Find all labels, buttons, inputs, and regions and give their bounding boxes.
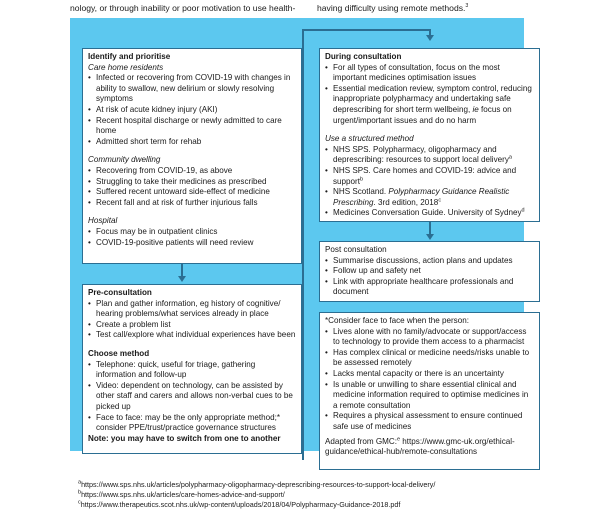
footnote-c: $^c$https://www.therapeutics.scot.nhs.uk/wp-content/uploads/2018/04/Polypharmacy-Guidance-2018.pdf: [78, 499, 401, 509]
preconsult-title: Pre-consultation: [88, 288, 152, 297]
list-item: • Plan and gather information, eg history of cognitive/ hearing problems/what services already in place: [88, 299, 296, 320]
hospital-list: [88, 227, 296, 248]
list-item: • Recent hospital discharge or newly admitted to care home: [88, 116, 296, 137]
list-item: • NHS SPS. Polypharmacy, oligopharmacy and deprescribing: resources to support local delivery$^a$: [325, 145, 534, 166]
body-text-left: nology, or through inability or poor motivation to use health-: [70, 3, 296, 13]
list-item: • NHS Scotland. Polypharmacy Guidance Realistic Prescribing. 3rd edition, 2018$^c$: [325, 187, 534, 208]
footnote-b: $^b$https://www.sps.nhs.uk/articles/care-homes-advice-and-support/: [78, 489, 285, 499]
list-item: • Video: dependent on technology, can be assisted by other staff and carers and allows non-verbal cues to be picked up: [88, 381, 296, 413]
care-home-heading: Care home residents: [88, 62, 164, 72]
face-to-face-list: [325, 327, 534, 433]
adapted-note: Adapted from GMC:$^e$ https://www.gmc-uk.org/ethical-guidance/ethical-hub/remote-consultations: [325, 435, 515, 457]
during-box: [319, 48, 540, 222]
list-item: • Test call/explore what individual experiences have been: [88, 330, 296, 341]
list-item: • Face to face: may be the only appropriate method;* consider PPE/trust/practice governance structures: [88, 413, 296, 434]
list-item: • Link with appropriate healthcare professionals and document: [325, 277, 534, 298]
list-item: • NHS SPS. Care homes and COVID-19: advice and support$^b$: [325, 166, 534, 187]
structured-heading: Use a structured method: [325, 134, 414, 144]
list-item: • Struggling to take their medicines as prescribed: [88, 177, 296, 188]
list-item: • For all types of consultation, focus on the most important medicines optimisation issues: [325, 63, 534, 84]
preconsult-list: [88, 299, 296, 341]
switch-note: Note: you may have to switch from one to another: [88, 433, 281, 443]
list-item: • Admitted short term for rehab: [88, 137, 296, 148]
list-item: • Medicines Conversation Guide. University of Sydney$^d$: [325, 208, 534, 219]
list-item: • Lives alone with no family/advocate or support/access to technology to provide them access to a pharmacist: [325, 327, 534, 348]
footnote-a: $^a$https://www.sps.nhs.uk/articles/polypharmacy-oligopharmacy-deprescribing-resources-to-support-local-delivery/: [78, 479, 436, 489]
list-item: • Is unable or unwilling to share essential clinical and medicine information required to optimise medicines in a remote consultation: [325, 380, 534, 412]
arrow-to-during: [426, 35, 434, 41]
list-item: • Has complex clinical or medicine needs/risks unable to be assessed remotely: [325, 348, 534, 369]
method-list: [88, 360, 296, 434]
list-item: • Summarise discussions, action plans and updates: [325, 256, 534, 267]
connector-identify-pre: [181, 264, 183, 276]
list-item: • Suffered recent untoward side-effect of medicine: [88, 187, 296, 198]
list-item: • Create a problem list: [88, 320, 296, 331]
list-item: • Recent fall and at risk of further injurious falls: [88, 198, 296, 209]
list-item: • Essential medication review, symptom control, reducing inappropriate polypharmacy and undertaking safe deprescribing for short term wellbeing, ie focus on urgent/important issues and do no harm: [325, 84, 534, 126]
during-list: [325, 63, 534, 127]
post-list: [325, 256, 534, 298]
during-title: During consultation: [325, 52, 402, 61]
list-item: • Telephone: quick, useful for triage, gathering information and follow-up: [88, 360, 296, 381]
care-home-list: [88, 73, 296, 147]
list-item: • Recovering from COVID-19, as above: [88, 166, 296, 177]
face-to-face-box: [319, 312, 540, 470]
list-item: • Lacks mental capacity or there is an uncertainty: [325, 369, 534, 380]
hospital-heading: Hospital: [88, 216, 118, 226]
identify-title: Identify and prioritise: [88, 52, 171, 61]
community-list: [88, 166, 296, 208]
list-item: • Focus may be in outpatient clinics: [88, 227, 296, 238]
connector-top: [302, 29, 430, 31]
connector-during-post: [429, 222, 431, 234]
list-item: • Infected or recovering from COVID-19 with changes in ability to swallow, new delirium or slowly resolving symptoms: [88, 73, 296, 105]
post-box: [319, 241, 540, 302]
post-title: Post consultation: [325, 245, 387, 254]
list-item: • At risk of acute kidney injury (AKI): [88, 105, 296, 116]
list-item: • Follow up and safety net: [325, 266, 534, 277]
list-item: • COVID-19-positive patients will need review: [88, 238, 296, 249]
method-title: Choose method: [88, 348, 150, 358]
list-item: • Requires a physical assessment to ensure continued safe use of medicines: [325, 411, 534, 432]
preconsult-box: [82, 284, 302, 454]
connector-top-left: [302, 29, 304, 460]
structured-list: [325, 145, 534, 219]
identify-box: [82, 48, 302, 264]
arrow-to-post: [426, 234, 434, 240]
body-text-right: having difficulty using remote methods.$^3$: [317, 3, 469, 13]
arrow-to-preconsult: [178, 276, 186, 282]
face-to-face-intro: *Consider face to face when the person:: [325, 316, 469, 325]
community-heading: Community dwelling: [88, 155, 161, 165]
